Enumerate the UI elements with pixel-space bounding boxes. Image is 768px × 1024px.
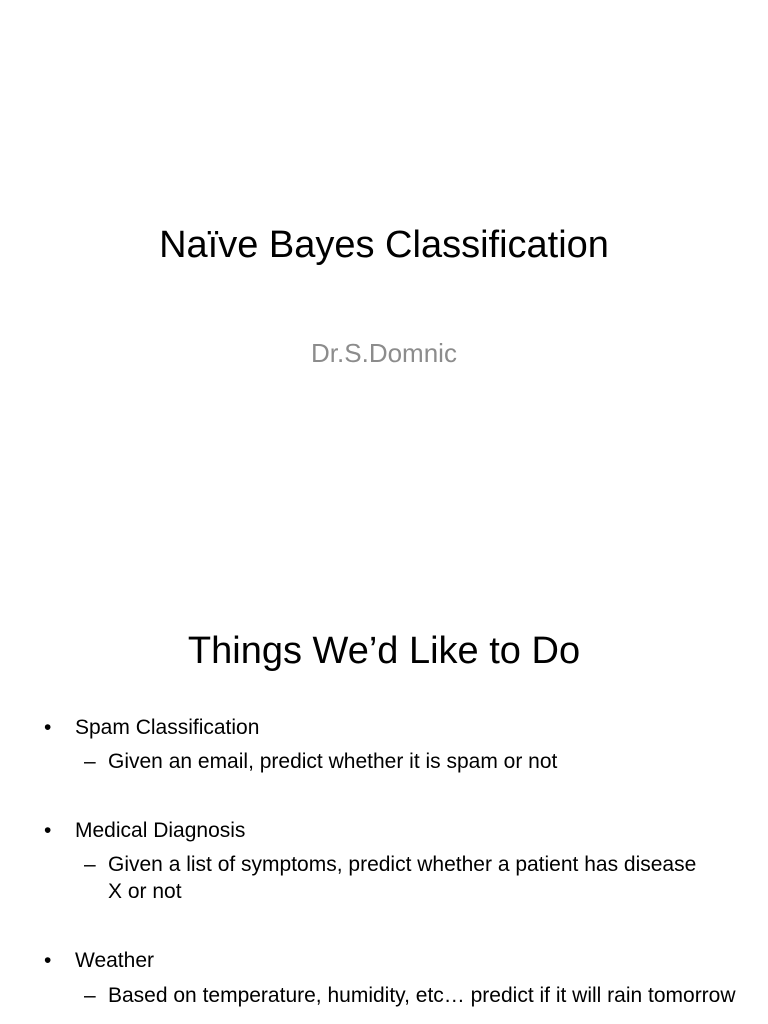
- sub-item-text: Given an email, predict whether it is spam or not: [108, 750, 558, 773]
- dash-icon: –: [84, 853, 96, 876]
- bullet-label: Medical Diagnosis: [75, 819, 246, 842]
- content-slide: [0, 576, 768, 1024]
- bullet-icon: •: [44, 716, 52, 739]
- bullet-icon: •: [44, 819, 52, 842]
- bullet-label: Weather: [75, 949, 154, 972]
- dash-icon: –: [84, 750, 96, 773]
- sub-item-text: Given a list of symptoms, predict whether a patient has disease X or not: [108, 853, 697, 903]
- sub-item-text: Based on temperature, humidity, etc… predict if it will rain tomorrow: [108, 984, 736, 1007]
- slide-title: Things We’d Like to Do: [187, 630, 581, 672]
- slide-subtitle-author: Dr.S.Domnic: [311, 338, 457, 368]
- dash-icon: –: [84, 984, 96, 1007]
- bullet-label: Spam Classification: [75, 716, 260, 739]
- slide-title: Naïve Bayes Classification: [159, 224, 609, 266]
- bullet-icon: •: [44, 949, 52, 972]
